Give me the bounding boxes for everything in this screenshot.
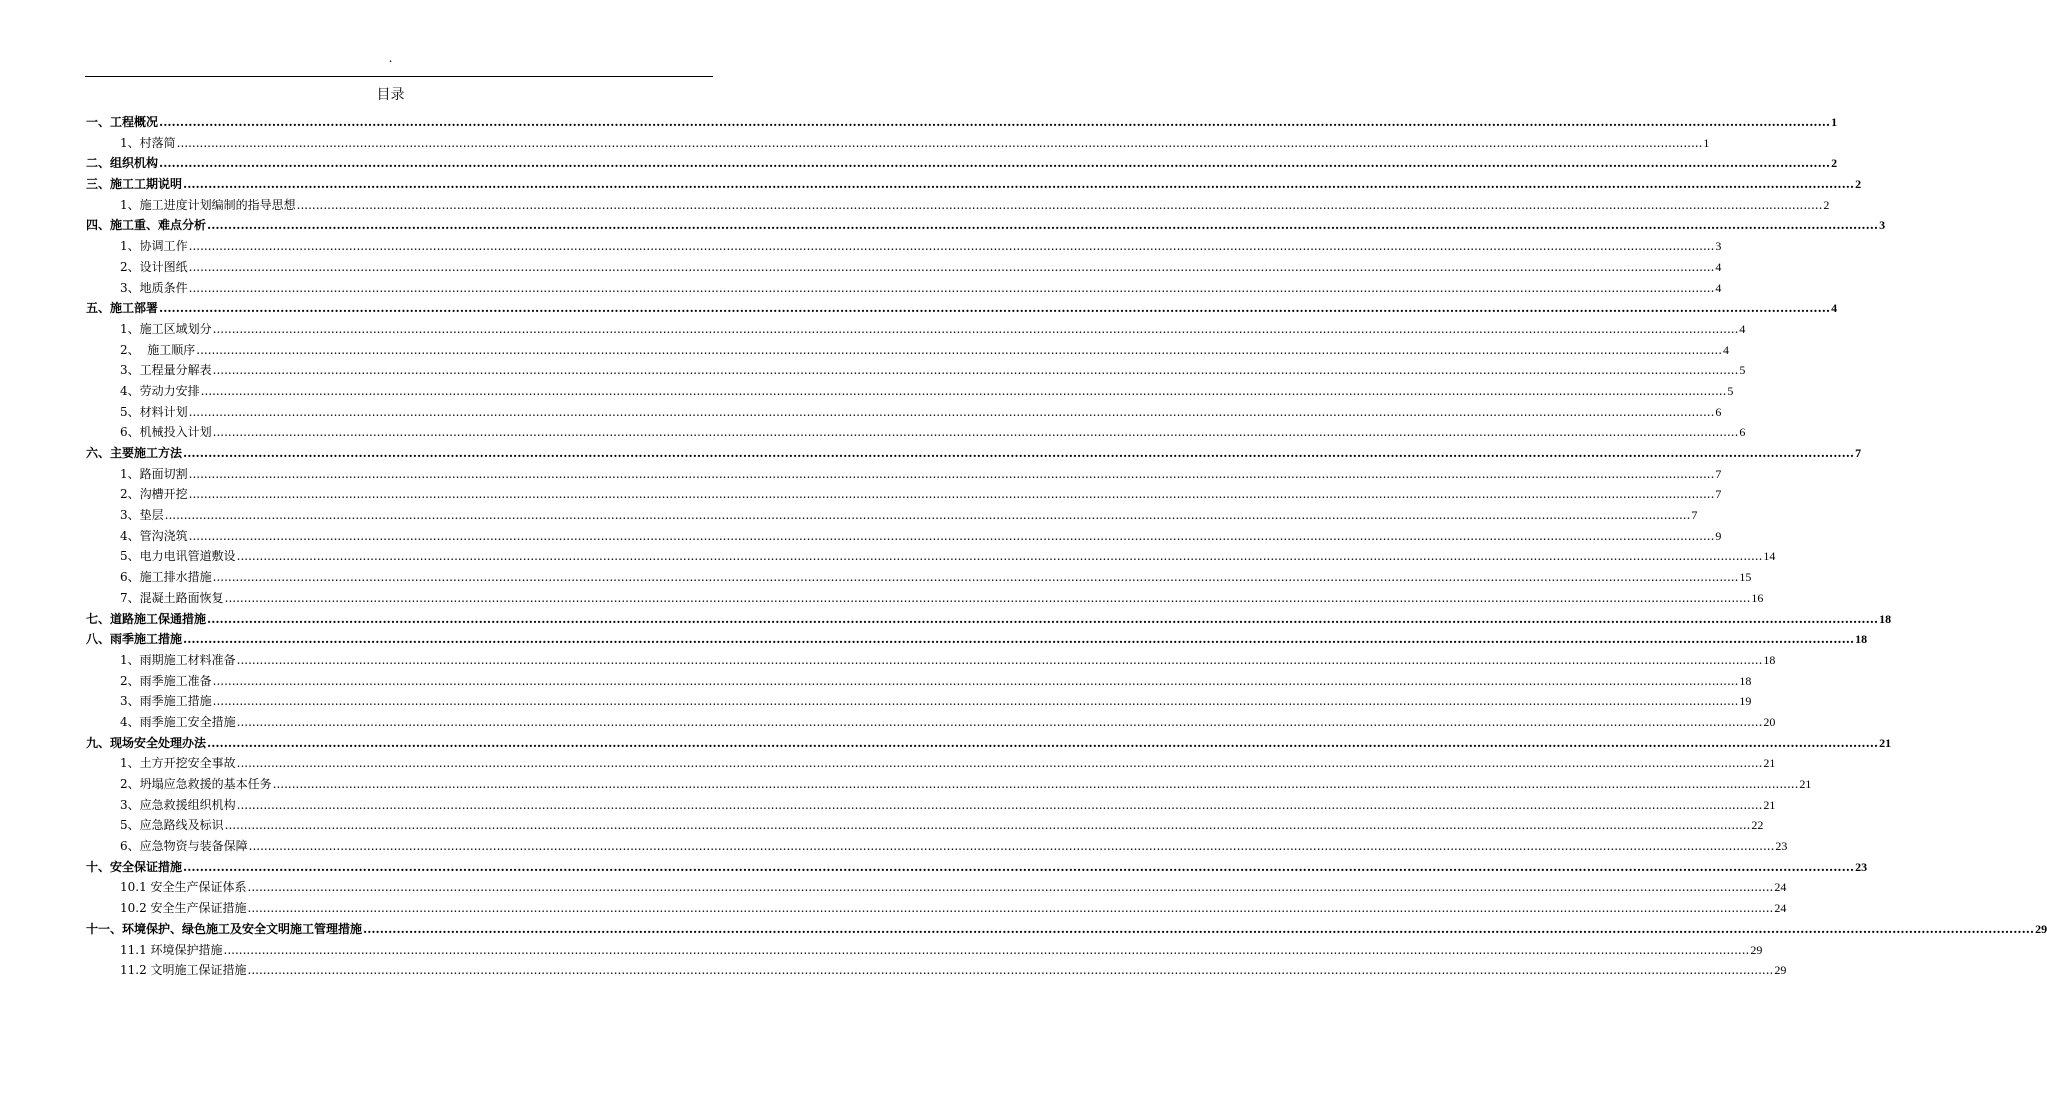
toc-entry-label: 2、雨季施工准备 xyxy=(120,673,212,688)
toc-chapter-entry[interactable] xyxy=(86,629,1868,650)
toc-entry-page-number: 2 xyxy=(1831,156,1838,171)
toc-chapter-entry[interactable] xyxy=(86,733,1892,754)
toc-entry-label: 2、沟槽开挖 xyxy=(120,487,188,502)
toc-section-entry[interactable] xyxy=(86,381,1734,402)
toc-entry-label: 八、雨季施工措施 xyxy=(86,632,183,647)
toc-chapter-entry[interactable] xyxy=(86,215,1886,236)
toc-entry-label: 十一、环境保护、绿色施工及安全文明施工管理措施 xyxy=(86,921,363,936)
toc-dot-leader: ................................................................................................................................................................................................................................................................................................................................................................................................................ xyxy=(236,714,1763,729)
toc-entry-page-number: 4 xyxy=(1715,259,1722,274)
toc-entry-page-number: 7 xyxy=(1715,487,1722,502)
toc-dot-leader: ................................................................................................................................................................................................................................................................................................................................................................................................................ xyxy=(212,570,1739,585)
toc-entry-label: 五、施工部署 xyxy=(86,301,159,316)
toc-entry-label: 7、混凝土路面恢复 xyxy=(120,590,224,605)
toc-entry-label: 5、材料计划 xyxy=(120,404,188,419)
toc-entry-label: 10.1 安全生产保证体系 xyxy=(120,880,247,895)
toc-entry-label: 六、主要施工方法 xyxy=(86,446,183,460)
toc-entry-page-number: 5 xyxy=(1727,383,1734,398)
toc-section-entry[interactable] xyxy=(86,464,1722,485)
toc-entry-page-number: 29 xyxy=(1750,942,1763,957)
toc-entry-label: 4、管沟浇筑 xyxy=(120,528,188,543)
toc-section-entry[interactable] xyxy=(86,588,1764,609)
toc-section-entry[interactable] xyxy=(86,795,1776,816)
toc-dot-leader: ................................................................................................................................................................................................................................................................................................................................................................................................................ xyxy=(176,135,1703,150)
toc-chapter-entry[interactable] xyxy=(86,919,2047,940)
toc-section-entry[interactable] xyxy=(86,712,1776,733)
toc-dot-leader: ................................................................................................................................................................................................................................................................................................................................................................................................................ xyxy=(188,280,1715,295)
toc-entry-page-number: 2 xyxy=(1855,177,1862,192)
toc-section-entry[interactable] xyxy=(86,567,1752,588)
header-mark: . xyxy=(388,51,393,65)
toc-entry-page-number: 21 xyxy=(1763,756,1776,771)
toc-dot-leader: ................................................................................................................................................................................................................................................................................................................................................................................................................ xyxy=(363,921,2035,936)
toc-section-entry[interactable] xyxy=(86,340,1730,361)
toc-entry-label: 3、工程量分解表 xyxy=(120,363,212,378)
toc-dot-leader: ................................................................................................................................................................................................................................................................................................................................................................................................................ xyxy=(183,177,1855,192)
toc-chapter-entry[interactable] xyxy=(86,153,1838,174)
toc-entry-label: 3、垫层 xyxy=(120,508,164,523)
toc-dot-leader: ................................................................................................................................................................................................................................................................................................................................................................................................................ xyxy=(236,756,1763,771)
toc-dot-leader: ................................................................................................................................................................................................................................................................................................................................................................................................................ xyxy=(183,632,1855,647)
toc-dot-leader: ................................................................................................................................................................................................................................................................................................................................................................................................................ xyxy=(207,735,1879,750)
toc-section-entry[interactable] xyxy=(86,278,1722,299)
toc-entry-page-number: 29 xyxy=(2035,921,2047,936)
toc-entry-page-number: 24 xyxy=(1774,880,1787,895)
toc-dot-leader: ................................................................................................................................................................................................................................................................................................................................................................................................................ xyxy=(223,942,1750,957)
toc-entry-label: 11.2 文明施工保证措施 xyxy=(120,963,247,978)
toc-section-entry[interactable] xyxy=(86,836,1788,857)
toc-entry-label: 6、机械投入计划 xyxy=(120,425,212,440)
toc-entry-label: 5、应急路线及标识 xyxy=(120,818,224,833)
toc-entry-label: 10.2 安全生产保证措施 xyxy=(120,901,247,916)
toc-entry-page-number: 29 xyxy=(1774,963,1787,978)
toc-entry-page-number: 18 xyxy=(1739,673,1752,688)
toc-entry-page-number: 21 xyxy=(1799,777,1812,791)
toc-dot-leader: ................................................................................................................................................................................................................................................................................................................................................................................................................ xyxy=(207,611,1879,626)
toc-entry-page-number: 18 xyxy=(1855,632,1868,647)
toc-chapter-entry[interactable] xyxy=(86,174,1862,195)
toc-section-entry[interactable] xyxy=(86,898,1787,919)
toc-entry-label: 2、设计图纸 xyxy=(120,259,188,274)
toc-section-entry[interactable] xyxy=(86,815,1764,836)
toc-dot-leader: ................................................................................................................................................................................................................................................................................................................................................................................................................ xyxy=(183,446,1855,460)
toc-section-entry[interactable] xyxy=(86,526,1722,547)
toc-dot-leader: ................................................................................................................................................................................................................................................................................................................................................................................................................ xyxy=(296,197,1823,212)
toc-dot-leader: ................................................................................................................................................................................................................................................................................................................................................................................................................ xyxy=(224,590,1751,605)
toc-dot-leader: ................................................................................................................................................................................................................................................................................................................................................................................................................ xyxy=(188,239,1715,254)
toc-dot-leader: ................................................................................................................................................................................................................................................................................................................................................................................................................ xyxy=(183,859,1855,874)
toc-dot-leader: ................................................................................................................................................................................................................................................................................................................................................................................................................ xyxy=(207,218,1879,233)
toc-entry-page-number: 5 xyxy=(1739,363,1746,378)
toc-entry-label: 4、劳动力安排 xyxy=(120,383,200,398)
toc-section-entry[interactable] xyxy=(86,402,1722,423)
toc-entry-label: 3、地质条件 xyxy=(120,280,188,295)
toc-dot-leader: ................................................................................................................................................................................................................................................................................................................................................................................................................ xyxy=(188,528,1715,543)
toc-dot-leader: ................................................................................................................................................................................................................................................................................................................................................................................................................ xyxy=(224,818,1751,833)
toc-dot-leader: ................................................................................................................................................................................................................................................................................................................................................................................................................ xyxy=(200,383,1727,398)
toc-section-entry[interactable] xyxy=(86,236,1722,257)
toc-section-entry[interactable] xyxy=(86,546,1776,567)
toc-entry-label: 1、施工进度计划编制的指导思想 xyxy=(120,197,296,212)
toc-entry-label: 九、现场安全处理办法 xyxy=(86,735,207,750)
toc-entry-page-number: 1 xyxy=(1703,135,1710,150)
toc-entry-page-number: 6 xyxy=(1715,404,1722,419)
toc-entry-page-number: 16 xyxy=(1751,590,1764,605)
toc-entry-page-number: 4 xyxy=(1715,280,1722,295)
toc-dot-leader: ................................................................................................................................................................................................................................................................................................................................................................................................................ xyxy=(159,115,1831,129)
toc-dot-leader: ................................................................................................................................................................................................................................................................................................................................................................................................................ xyxy=(188,404,1715,419)
toc-entry-page-number: 21 xyxy=(1879,735,1892,750)
toc-section-entry[interactable] xyxy=(86,257,1722,278)
toc-chapter-entry[interactable] xyxy=(86,298,1838,319)
toc-entry-label: 4、雨季施工安全措施 xyxy=(120,714,236,729)
toc-section-entry[interactable] xyxy=(86,753,1776,774)
toc-chapter-entry[interactable] xyxy=(86,857,1868,878)
toc-entry-page-number: 6 xyxy=(1739,425,1746,440)
toc-entry-page-number: 21 xyxy=(1763,797,1776,812)
toc-dot-leader: ................................................................................................................................................................................................................................................................................................................................................................................................................ xyxy=(188,466,1715,481)
toc-entry-page-number: 4 xyxy=(1831,301,1838,316)
toc-dot-leader: ................................................................................................................................................................................................................................................................................................................................................................................................................ xyxy=(188,487,1715,502)
toc-entry-page-number: 2 xyxy=(1823,197,1830,212)
toc-dot-leader: ................................................................................................................................................................................................................................................................................................................................................................................................................ xyxy=(236,797,1763,812)
toc-entry-page-number: 19 xyxy=(1739,694,1752,709)
toc-entry-label: 一、工程概况 xyxy=(86,115,159,129)
toc-entry-label: 1、路面切割 xyxy=(120,466,188,481)
toc-section-entry[interactable] xyxy=(86,691,1752,712)
toc-chapter-entry[interactable] xyxy=(86,609,1892,630)
toc-section-entry[interactable] xyxy=(86,195,1830,216)
toc-dot-leader: ................................................................................................................................................................................................................................................................................................................................................................................................................ xyxy=(212,321,1739,336)
toc-entry-label: 5、电力电讯管道敷设 xyxy=(120,549,236,564)
toc-entry-label: 四、施工重、难点分析 xyxy=(86,218,207,233)
table-of-contents xyxy=(86,112,2047,981)
toc-section-entry[interactable] xyxy=(86,484,1722,505)
toc-entry-label: 十、安全保证措施 xyxy=(86,859,183,874)
toc-section-entry[interactable] xyxy=(86,774,1812,795)
toc-entry-page-number: 22 xyxy=(1751,818,1764,833)
toc-entry-page-number: 24 xyxy=(1774,901,1787,916)
toc-section-entry[interactable] xyxy=(86,940,1763,961)
toc-dot-leader: ................................................................................................................................................................................................................................................................................................................................................................................................................ xyxy=(159,301,1831,316)
toc-section-entry[interactable] xyxy=(86,133,1710,154)
toc-entry-label: 1、雨期施工材料准备 xyxy=(120,652,236,667)
toc-dot-leader: ................................................................................................................................................................................................................................................................................................................................................................................................................ xyxy=(272,777,1799,791)
toc-entry-page-number: 18 xyxy=(1763,652,1776,667)
toc-entry-page-number: 3 xyxy=(1715,239,1722,254)
toc-entry-page-number: 15 xyxy=(1739,570,1752,585)
toc-entry-page-number: 20 xyxy=(1763,714,1776,729)
toc-entry-page-number: 1 xyxy=(1831,115,1838,129)
toc-section-entry[interactable] xyxy=(86,422,1746,443)
toc-dot-leader: ................................................................................................................................................................................................................................................................................................................................................................................................................ xyxy=(247,901,1774,916)
toc-chapter-entry[interactable] xyxy=(86,112,1838,133)
toc-entry-label: 2、坍塌应急救援的基本任务 xyxy=(120,777,272,791)
toc-entry-label: 三、施工工期说明 xyxy=(86,177,183,192)
toc-entry-page-number: 3 xyxy=(1879,218,1886,233)
toc-entry-page-number: 18 xyxy=(1879,611,1892,626)
toc-entry-label: 6、施工排水措施 xyxy=(120,570,212,585)
toc-section-entry[interactable] xyxy=(86,671,1752,692)
toc-dot-leader: ................................................................................................................................................................................................................................................................................................................................................................................................................ xyxy=(212,673,1739,688)
toc-dot-leader: ................................................................................................................................................................................................................................................................................................................................................................................................................ xyxy=(188,259,1715,274)
toc-dot-leader: ................................................................................................................................................................................................................................................................................................................................................................................................................ xyxy=(247,963,1774,978)
toc-section-entry[interactable] xyxy=(86,360,1746,381)
toc-entry-label: 1、土方开挖安全事故 xyxy=(120,756,236,771)
toc-entry-page-number: 14 xyxy=(1763,549,1776,564)
toc-entry-label: 1、协调工作 xyxy=(120,239,188,254)
toc-entry-page-number: 7 xyxy=(1855,446,1862,460)
toc-dot-leader: ................................................................................................................................................................................................................................................................................................................................................................................................................ xyxy=(248,839,1775,854)
toc-entry-page-number: 7 xyxy=(1691,508,1698,523)
toc-entry-page-number: 23 xyxy=(1855,859,1868,874)
toc-dot-leader: ................................................................................................................................................................................................................................................................................................................................................................................................................ xyxy=(236,549,1763,564)
toc-entry-page-number: 4 xyxy=(1723,342,1730,357)
toc-dot-leader: ................................................................................................................................................................................................................................................................................................................................................................................................................ xyxy=(212,425,1739,440)
toc-entry-page-number: 7 xyxy=(1715,466,1722,481)
toc-section-entry[interactable] xyxy=(86,877,1787,898)
toc-entry-page-number: 23 xyxy=(1775,839,1788,854)
toc-dot-leader: ................................................................................................................................................................................................................................................................................................................................................................................................................ xyxy=(164,508,1691,523)
toc-entry-label: 2、 施工顺序 xyxy=(120,342,196,357)
toc-entry-label: 6、应急物资与装备保障 xyxy=(120,839,248,854)
toc-section-entry[interactable] xyxy=(86,319,1746,340)
toc-dot-leader: ................................................................................................................................................................................................................................................................................................................................................................................................................ xyxy=(212,694,1739,709)
toc-dot-leader: ................................................................................................................................................................................................................................................................................................................................................................................................................ xyxy=(247,880,1774,895)
toc-entry-label: 七、道路施工保通措施 xyxy=(86,611,207,626)
toc-entry-page-number: 9 xyxy=(1715,528,1722,543)
toc-entry-label: 1、村落简 xyxy=(120,135,176,150)
toc-section-entry[interactable] xyxy=(86,960,1787,981)
toc-chapter-entry[interactable] xyxy=(86,443,1862,464)
toc-entry-label: 二、组织机构 xyxy=(86,156,159,171)
toc-dot-leader: ................................................................................................................................................................................................................................................................................................................................................................................................................ xyxy=(212,363,1739,378)
header-rule xyxy=(85,76,713,77)
toc-section-entry[interactable] xyxy=(86,650,1776,671)
toc-entry-label: 3、雨季施工措施 xyxy=(120,694,212,709)
toc-section-entry[interactable] xyxy=(86,505,1698,526)
toc-entry-label: 1、施工区域划分 xyxy=(120,321,212,336)
toc-dot-leader: ................................................................................................................................................................................................................................................................................................................................................................................................................ xyxy=(196,342,1723,357)
toc-entry-page-number: 4 xyxy=(1739,321,1746,336)
toc-dot-leader: ................................................................................................................................................................................................................................................................................................................................................................................................................ xyxy=(159,156,1831,171)
toc-dot-leader: ................................................................................................................................................................................................................................................................................................................................................................................................................ xyxy=(236,652,1763,667)
toc-entry-label: 11.1 环境保护措施 xyxy=(120,942,223,957)
toc-entry-label: 3、应急救援组织机构 xyxy=(120,797,236,812)
toc-title: 目录 xyxy=(376,87,405,103)
